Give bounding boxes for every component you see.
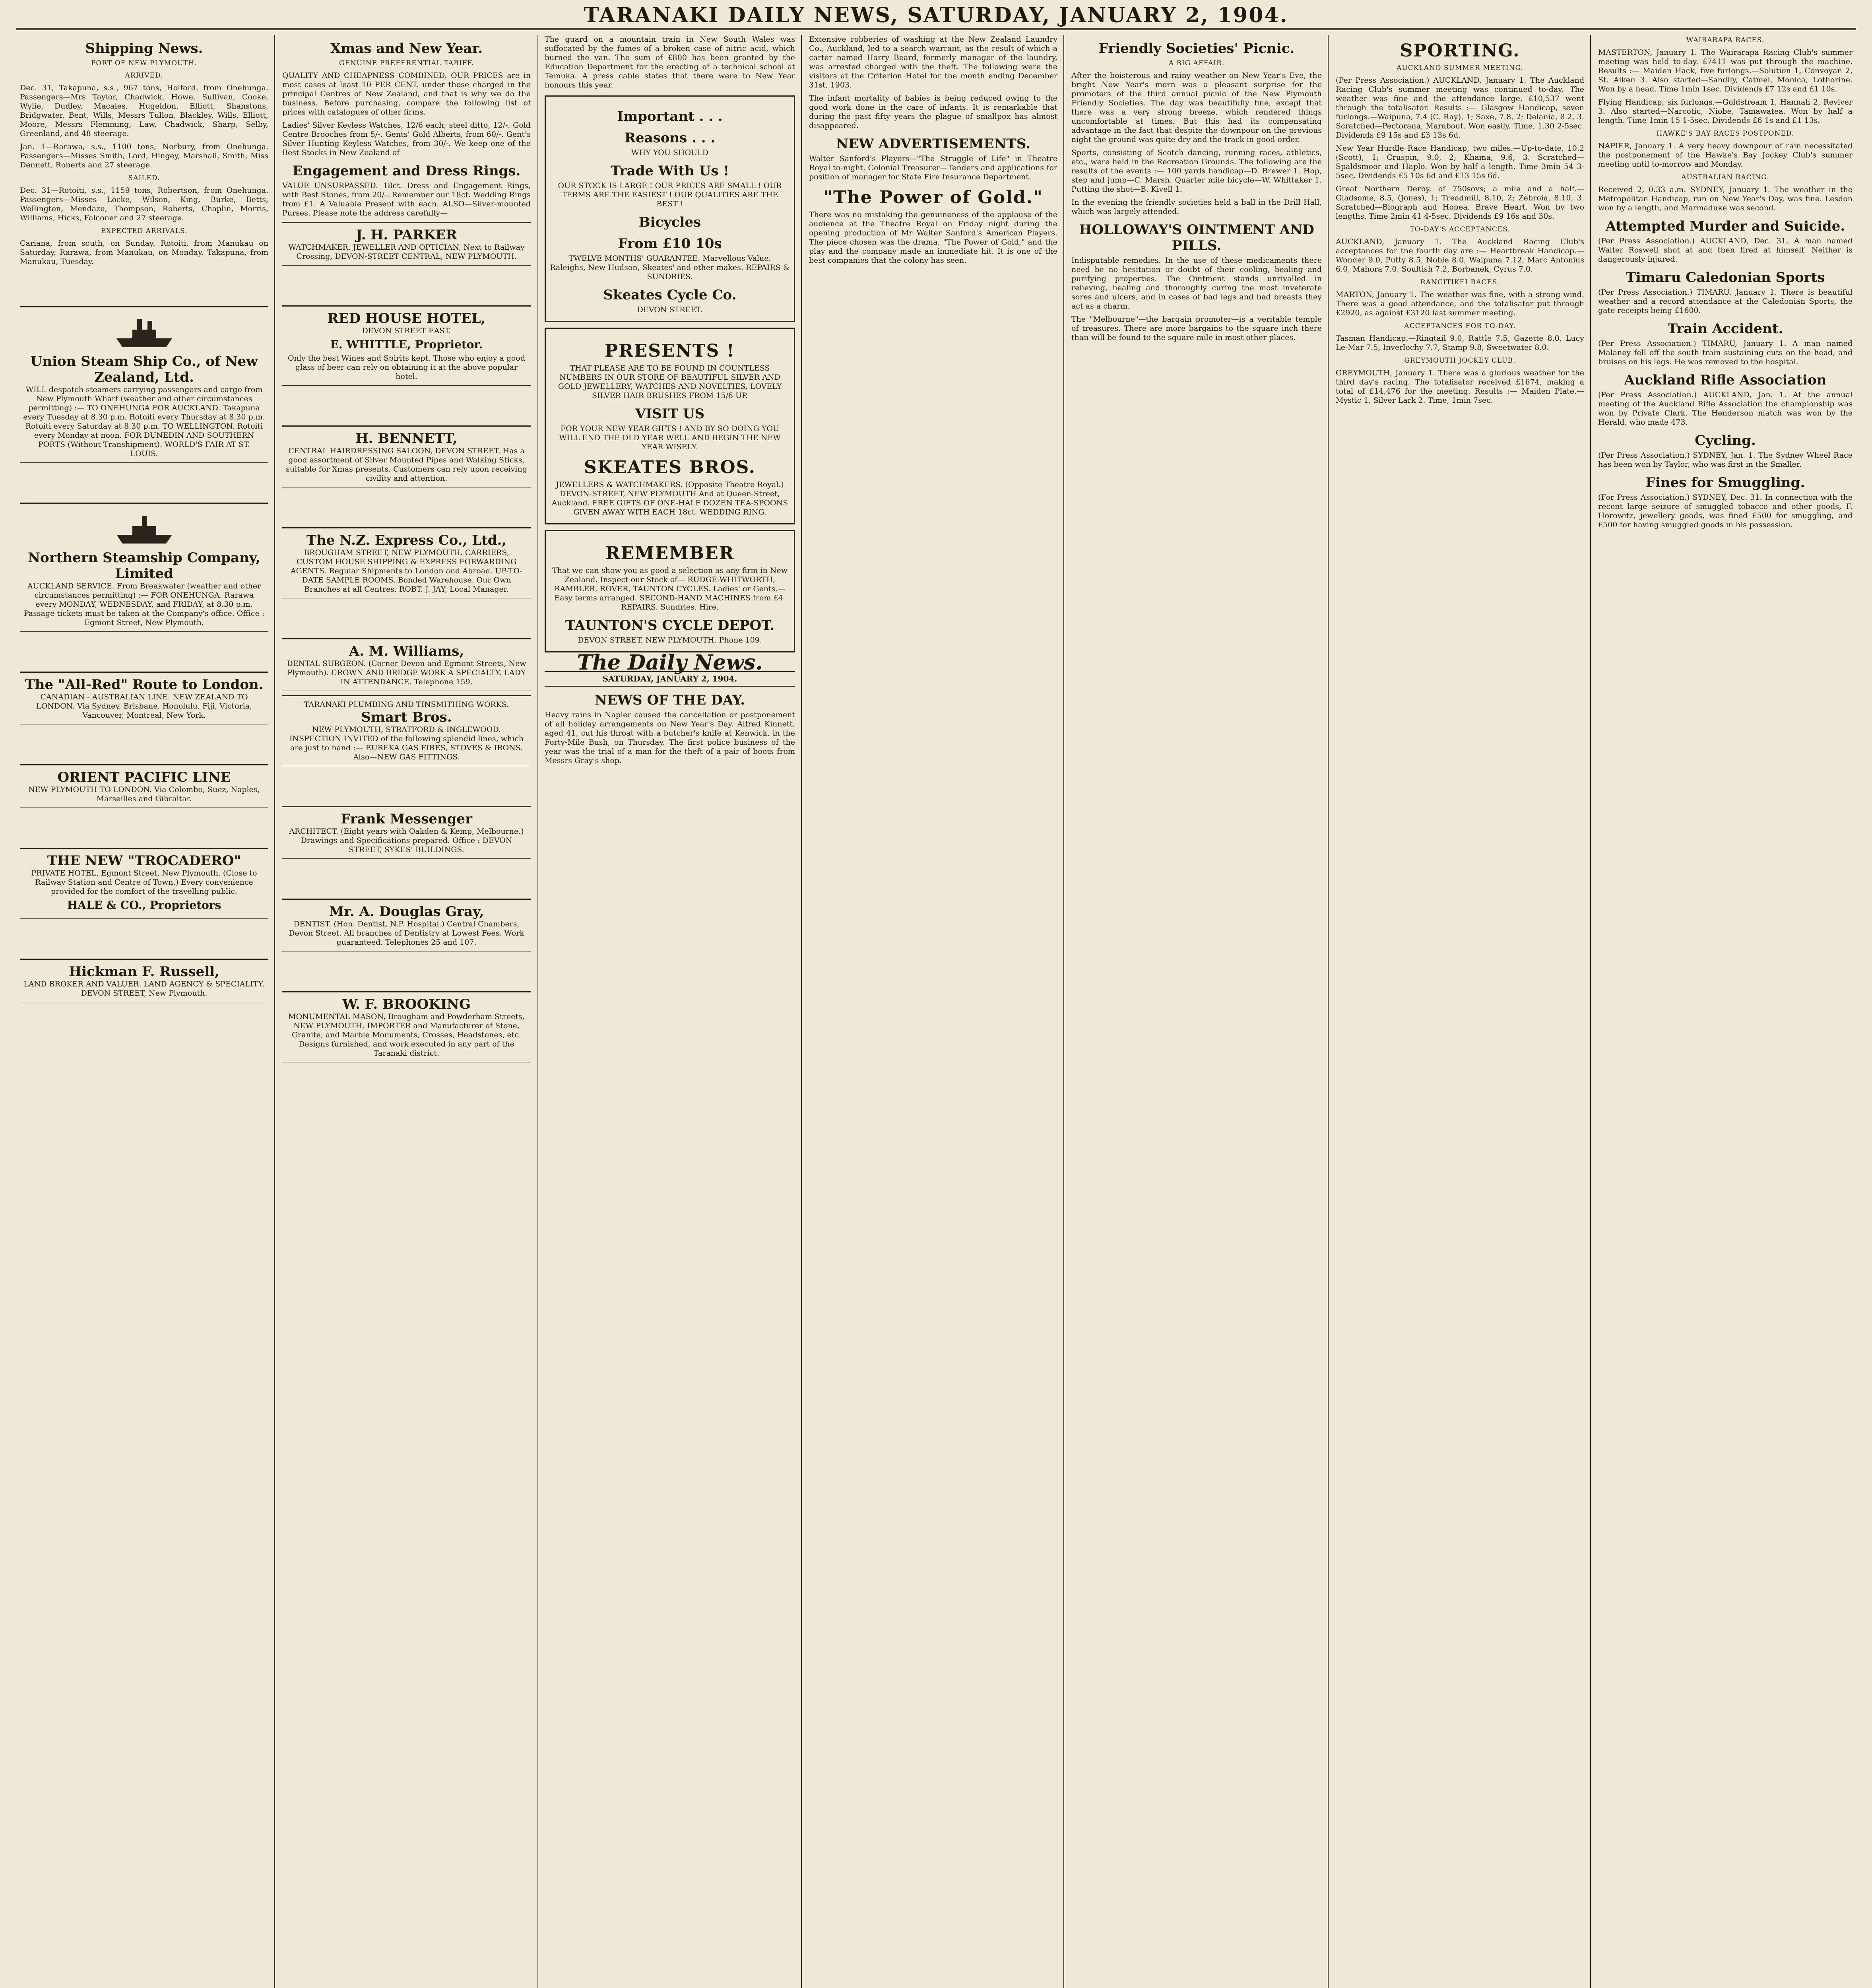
column-rule — [801, 35, 802, 1988]
ad-title: The N.Z. Express Co., Ltd., — [306, 532, 507, 548]
brooking-ad — [282, 991, 531, 1062]
ad-title: Important . . . — [617, 109, 723, 124]
masthead — [16, 3, 1856, 30]
bicycles-title: Bicycles — [638, 214, 701, 230]
ad-text: OUR STOCK IS LARGE ! OUR PRICES ARE SMALL ! OUR TERMS ARE THE EASIEST ! OUR QUALITIES ARE THE BEST ! — [558, 181, 782, 208]
ad-title: Mr. A. Douglas Gray, — [329, 904, 484, 920]
picnic-text: In the evening the friendly societies held a ball in the Drill Hall, which was largely attended. — [1071, 198, 1322, 216]
ad-highlight: Trade With Us ! — [610, 163, 729, 179]
ad-text: Only the best Wines and Spirits kept. Those who enjoy a good glass of beer can rely on obtaining it at the above popular hotel. — [288, 354, 525, 381]
sailed-heading: SAILED. — [128, 174, 160, 182]
power-of-gold-heading: "The Power of Gold." — [823, 187, 1043, 208]
taunton-name: TAUNTON'S CYCLE DEPOT. — [565, 617, 775, 633]
new-ads-heading: NEW ADVERTISEMENTS. — [836, 136, 1030, 152]
ad-title: THE NEW "TROCADERO" — [47, 853, 241, 869]
arrived-heading: ARRIVED. — [125, 72, 163, 80]
ad-title: H. BENNETT, — [355, 431, 458, 447]
ad-title: Hickman F. Russell, — [69, 964, 219, 980]
ad-text: LAND BROKER AND VALUER. LAND AGENCY & SPECIALITY. DEVON STREET, New Plymouth. — [23, 980, 265, 998]
taunton-ad — [545, 530, 795, 652]
race-results: Flying Handicap, six furlongs.—Goldstream 1, Hannah 2, Reviver 3. Also started—Narcotic, Niobe, Tamawatea. Won by half a length. Time 1min 15 1-5sec. Dividends £6 1s and £1 13s. — [1598, 98, 1853, 125]
ad-title: The "All-Red" Route to London. — [25, 677, 264, 693]
news-text: (Per Press Association.) TIMARU, January 1. A man named Malaney fell off the south train sustaining cuts on the head, and bruises on his legs. He was removed to the hospital. — [1598, 339, 1853, 366]
race-results: New Year Hurdle Race Handicap, two miles.—Up-to-date, 10.2 (Scott), 1; Cruspin, 9.0, 2; Khama, 9.6, 3. Scratched—Spaldsmoor and Haplo. Won by half a length. Time 3min 54 3-5sec. Dividends £5 10s 6d and £13 15s 6d. — [1336, 144, 1584, 180]
column-picnic — [1071, 35, 1322, 1988]
auckland-meeting-heading: AUCKLAND SUMMER MEETING. — [1397, 64, 1523, 72]
news-text: The infant mortality of babies is being reduced owing to the good work done in the care of infants. It is remarkable that during the past fifty years the plague of smallpox has almost disappeared. — [809, 94, 1057, 130]
express-co-ad — [282, 527, 531, 598]
proprietor: E. WHITTLE, Proprietor. — [330, 338, 483, 351]
dateline: SATURDAY, JANUARY 2, 1904. — [545, 671, 795, 687]
column-advertisements — [282, 35, 531, 1988]
news-text: Walter Sanford's Players—"The Struggle of Life" in Theatre Royal to-night. Colonial Treasurer—Tenders and applications for position of manager for State Fire Insurance Department. — [809, 154, 1057, 181]
russell-ad — [20, 959, 268, 1002]
ad-text: CANADIAN - AUSTRALIAN LINE. NEW ZEALAND TO LONDON. Via Sydney, Brisbane, Honolulu, Fiji, Victoria, Vancouver, Montreal, New York. — [36, 693, 252, 720]
ad-title: Northern Steamship Company, Limited — [27, 550, 261, 582]
news-text: Received 2, 0.33 a.m. SYDNEY, January 1. The weather in the Metropolitan Handicap, run on New Year's Day, was fine. Lesdon won by a length, and Marmaduke was second. — [1598, 185, 1853, 212]
ad-text: DEVON STREET EAST. — [362, 326, 451, 335]
news-text: Extensive robberies of washing at the New Zealand Laundry Co., Auckland, led to a search warrant, as the result of which a carter named Harry Beard, formerly manager of the laundry, was arrested charged with the theft. The following were the visitors at the Criterion Hotel for the month ending December 31st, 1903. — [809, 35, 1057, 89]
ad-text: WILL despatch steamers carrying passengers and cargo from New Plymouth Wharf (weather and other circumstances permitting) :— TO ONEHUNGA FOR AUCKLAND. Takapuna every Tuesday at 8.30 p.m. Rotoiti every Thursday at 8.30 p.m. Rotoiti every Saturday at 8.30 p.m. TO WELLINGTON. Rotoiti every Monday at noon. FOR DUNEDIN AND SOUTHERN PORTS (Without Transhipment). WORLD'S FAIR AT ST. LOUIS. — [23, 385, 265, 458]
column-sporting — [1336, 35, 1584, 1988]
remember-title: REMEMBER — [605, 543, 735, 563]
messenger-ad — [282, 806, 531, 859]
arrivals-text: Dec. 31, Takapuna, s.s., 967 tons, Holford, from Onehunga. Passengers—Mrs Taylor, Chadwick, Howe, Sullivan, Cooke, Wylie, Dudley, Macales, Hugeldon, Elliott, Shanstons, Bridgwater, Bent, Wills, Messrs Tullon, Blackley, Wills, Elliott, Moore, Messrs Flemming, Law, Chadwick, Sharp, Selby, Greenland, and 48 steerage. — [20, 83, 268, 138]
acceptances-text: AUCKLAND, January 1. The Auckland Racing Club's acceptances for the fourth day are :— Heartbreak Handicap.—Wonder 9.0, Putty 8.5, Noble 8.0, Waipuna 7.12, Marc Antonius 6.0, Mahora 7.0, Soultish 7.2, Borbanek, Cyrus 7.0. — [1336, 237, 1584, 274]
race-results: (Per Press Association.) AUCKLAND, January 1. The Auckland Racing Club's summer meeting was continued to-day. The weather was fine and the attendance large. £10,537 went through the totalisator. Results :— Glasgow Handicap, seven furlongs.—Waipuna, 7.4 (C. Ray), 1; Saxe, 7.8, 2; Delania, 8.2, 3. Scratched—Pectorana, Marabout. Won easily. Time, 1.30 2-5sec. Dividends £9 15s and £3 13s 6d. — [1336, 76, 1584, 140]
wairarapa-heading: WAIRARAPA RACES. — [1686, 36, 1765, 44]
trocadero-ad — [20, 848, 268, 919]
column-rule — [1063, 35, 1064, 1988]
xmas-heading: Xmas and New Year. — [330, 41, 483, 56]
tariff-heading: GENUINE PREFERENTIAL TARIFF. — [339, 59, 474, 67]
expected-heading: EXPECTED ARRIVALS. — [101, 227, 188, 235]
steamship-icon — [113, 511, 176, 547]
picnic-subheading: A BIG AFFAIR. — [1168, 59, 1225, 67]
acceptances-heading: ACCEPTANCES FOR TO-DAY. — [1404, 322, 1516, 330]
ad-title: Union Steam Ship Co., of New Zealand, Ltd. — [30, 353, 258, 385]
melbourne-text: The "Melbourne"—the bargain promoter—is a veritable temple of treasures. There are more bargains to the square inch there than will be found to the square mile in most other places. — [1071, 315, 1322, 342]
daily-news-nameplate: The Daily News. — [577, 650, 763, 675]
acceptances-heading: TO-DAY'S ACCEPTANCES. — [1410, 225, 1510, 233]
proprietors: HALE & CO., Proprietors — [67, 899, 221, 912]
ad-text: FOR YOUR NEW YEAR GIFTS ! AND BY SO DOING YOU WILL END THE OLD YEAR WELL AND BEGIN THE NEW YEAR WISELY. — [559, 424, 781, 451]
shipping-news-heading: Shipping News. — [85, 41, 203, 56]
ad-text: MONUMENTAL MASON, Brougham and Powderham Streets, NEW PLYMOUTH. IMPORTER and Manufacturer of Stone, Granite, and Marble Monuments, Crosses, Headstones, etc. Designs furnished, and work executed in any part of the Taranaki district. — [288, 1012, 525, 1058]
murder-heading: Attempted Murder and Suicide. — [1605, 218, 1845, 234]
holloway-text: Indisputable remedies. In the use of these medicaments there need be no hesitation or doubt of their cooling, healing and purifying properties. The Ointment stands unrivalled in relieving, healing and thoroughly curing the most inveterate sores and ulcers, and in cases of bad legs and bad breasts they act as a charm. — [1071, 256, 1322, 311]
column-shipping — [20, 35, 268, 1988]
picnic-text: After the boisterous and rainy weather on New Year's Eve, the bright New Year's morn was a pleasant surprise for the promoters of the third annual picnic of the New Plymouth Friendly Societies. The day was beautifully fine, except that there was a very strong breeze, which rendered things uncomfortable at times. But this had its compensating advantage in the fact that despite the downpour on the previous night the ground was quite dry and the track in good order. — [1071, 71, 1322, 144]
ad-text: NEW PLYMOUTH TO LONDON. Via Colombo, Suez, Naples, Marseilles and Gibraltar. — [28, 785, 260, 803]
acceptances-text: Tasman Handicap.—Ringtail 9.0, Rattle 7.5, Gazette 8.0, Lucy Le-Mar 7.5, Inverlochy 7.7, Stamp 9.8, Sweetwater 8.0. — [1336, 334, 1584, 352]
news-text: NAPIER, January 1. A very heavy downpour of rain necessitated the postponement of the Hawke's Bay Jockey Club's summer meeting until to-morrow and Monday. — [1598, 142, 1853, 169]
timaru-heading: Timaru Caledonian Sports — [1626, 270, 1825, 285]
ad-text: DEVON STREET, NEW PLYMOUTH. Phone 109. — [578, 636, 762, 645]
ad-text: WATCHMAKER, JEWELLER AND OPTICIAN, Next to Railway Crossing, DEVON-STREET CENTRAL, NEW PLYMOUTH. — [288, 243, 525, 261]
race-results: GREYMOUTH, January 1. There was a glorious weather for the third day's racing. The totalisator received £1674, making a total of £14,476 for the meeting. Results :— Maiden Plate.—Mystic 1, Silver Lark 2. Time, 1min 7sec. — [1336, 369, 1584, 405]
race-results: MASTERTON, January 1. The Wairarapa Racing Club's summer meeting was held to-day. £7411 was put through the machine. Results :— Maiden Hack, five furlongs.—Solution 1, Convoyan 2, St. Aiken 3. Also started—Sandily, Catmel, Monica, Lothorine. Won by a head. Time 1min 1sec. Dividends £7 12s and £1 10s. — [1598, 48, 1853, 93]
news-text: (Per Press Association.) AUCKLAND, Dec. 31. A man named Walter Roswell shot at and then fired at himself. Neither is dangerously injured. — [1598, 237, 1853, 264]
ad-text: QUALITY AND CHEAPNESS COMBINED. OUR PRICES are in most cases at least 10 PER CENT. under those charged in the principal Centres of New Zealand, and that is why we do the business. Before purchasing, compare the following list of prices with catalogues of other firms. — [282, 71, 531, 116]
gray-dentist-ad — [282, 899, 531, 951]
port-heading: PORT OF NEW PLYMOUTH. — [91, 59, 198, 67]
holloway-heading: HOLLOWAY'S OINTMENT AND PILLS. — [1079, 222, 1314, 254]
greymouth-heading: GREYMOUTH JOCKEY CLUB. — [1404, 357, 1516, 365]
ad-text: DENTIST. (Hon. Dentist, N.P. Hospital.) Central Chambers, Devon Street. All branches of Dentistry at Lowest Fees. Work guaranteed. Telephones 25 and 107. — [289, 920, 524, 947]
column-news-ads — [545, 35, 795, 1988]
ad-title: ORIENT PACIFIC LINE — [57, 769, 231, 785]
skeates-bros: SKEATES BROS. — [584, 457, 756, 478]
sporting-heading: SPORTING. — [1400, 41, 1520, 61]
ad-text: AUCKLAND SERVICE. From Breakwater (weather and other circumstances permitting) :— FOR ONEHUNGA. Rarawa every MONDAY, WEDNESDAY, and FRIDAY, at 8.30 p.m. Passage tickets must be taken at the Company's office. Office : Egmont Street, New Plymouth. — [23, 582, 265, 627]
cycling-heading: Cycling. — [1695, 433, 1756, 448]
column-telegrams — [1598, 35, 1853, 1988]
news-text: (For Press Association.) SYDNEY, Dec. 31. In connection with the recent large seizure of smuggled tobacco and other goods, F. Horowitz, jewellery goods, was fined £500 for smuggling, and £500 for having smuggled goods in his possession. — [1598, 493, 1853, 529]
news-text: (Per Press Association.) AUCKLAND, Jan. 1. At the annual meeting of the Auckland Rifle Association the championship was won by Private Clark. The Henderson match was won by the Herald, who made 473. — [1598, 390, 1853, 427]
skeates-cycle: Skeates Cycle Co. — [603, 287, 737, 303]
trade-ad — [545, 95, 795, 322]
column-news — [809, 35, 1057, 1988]
news-of-day-heading: NEWS OF THE DAY. — [594, 692, 745, 708]
smuggling-heading: Fines for Smuggling. — [1645, 475, 1805, 491]
ad-text: JEWELLERS & WATCHMAKERS. (Opposite Theatre Royal.) DEVON-STREET, NEW PLYMOUTH And at Queen-Street, Auckland. FREE GIFTS OF ONE-HALF DOZEN TEA-SPOONS GIVEN AWAY WITH EACH 18ct. WEDDING RING. — [551, 480, 788, 516]
column-rule — [274, 35, 275, 1988]
ad-title: A. M. Williams, — [349, 643, 464, 659]
williams-dental-ad — [282, 638, 531, 691]
ad-text: TARANAKI PLUMBING AND TINSMITHING WORKS. — [304, 700, 509, 709]
news-text: The guard on a mountain train in New South Wales was suffocated by the fumes of a broken case of nitric acid, which burned the van. The sum of £800 has been granted by the Education Department for the erecting of a technical school at Temuka. A press cable states that there were to New Year honours this year. — [545, 35, 795, 89]
australian-racing-heading: AUSTRALIAN RACING. — [1681, 173, 1769, 181]
ad-text: That we can show you as good a selection as any firm in New Zealand. Inspect our Stock of— RUDGE-WHITWORTH, RAMBLER, ROVER, TAUNTON CYCLES. Ladies' or Gents.—Easy terms arranged. SECOND-HAND MACHINES from £4. REPAIRS. Sundries. Hire. — [552, 566, 788, 612]
smart-bros-ad — [282, 695, 531, 766]
rifle-heading: Auckland Rifle Association — [1624, 372, 1827, 388]
ad-text: DENTAL SURGEON. (Corner Devon and Egmont Streets, New Plymouth). CROWN AND BRIDGE WORK A SPECIALTY. LADY IN ATTENDANCE. Telephone 159. — [287, 659, 526, 686]
page-columns — [16, 35, 1856, 1988]
ad-title: Frank Messenger — [341, 811, 472, 827]
rangitikei-heading: RANGITIKEI RACES. — [1420, 278, 1500, 286]
ad-text: DEVON STREET. — [637, 305, 703, 314]
news-text: Heavy rains in Napier caused the cancellation or postponement of all holiday arrangements on New Year's Day. Alfred Kinnett, aged 41, cut his throat with a butcher's knife at Kenwick, in the Forty-Mile Bush, on Thursday. The first police business of the year was the trial of a man for the theft of a pair of boots from Messrs Gray's shop. — [545, 711, 795, 765]
column-rule — [1590, 35, 1591, 1988]
rings-heading: Engagement and Dress Rings. — [292, 163, 521, 179]
news-text: (Per Press Association.) SYDNEY, Jan. 1. The Sydney Wheel Race has been won by Taylor, who was first in the Smaller. — [1598, 451, 1853, 469]
race-results: Great Northern Derby, of 750sovs; a mile and a half.—Gladsome, 8.5, (Jones), 1; Treadmill, 8.10, 2; Zebroia, 8.10, 3. Scratched—Biograph and Hopea. Brave Heart. Won by two lengths. Time 2min 41 4-5sec. Dividends £9 16s and 30s. — [1336, 184, 1584, 221]
presents-title: PRESENTS ! — [605, 341, 735, 361]
sailed-text: Dec. 31—Rotoiti, s.s., 1159 tons, Robertson, from Onehunga. Passengers—Misses Locke, Wilson, King, Burke, Betts, Wellington, Mendaze, Thompson, Roberts, Chaplin, Morris, Williams, Hicks, Falconer and 27 steerage. — [20, 186, 268, 222]
ad-text: BROUGHAM STREET, NEW PLYMOUTH. CARRIERS, CUSTOM HOUSE SHIPPING & EXPRESS FORWARDING AGENTS. Regular Shipments to London and Abroad. UP-TO-DATE SAMPLE ROOMS. Bonded Warehouse. Our Own Branches at all Centres. ROBT. J. JAY, Local Manager. — [290, 548, 523, 594]
ad-text: Ladies' Silver Keyless Watches, 12/6 each; steel ditto, 12/-. Gold Centre Brooches from 5/-. Gents' Gold Alberts, from 60/-. Gent's Silver Hunting Keyless Watches, from 30/-. We keep one of the Best Stocks in New Zealand of — [282, 121, 531, 157]
orient-pacific-ad — [20, 764, 268, 808]
ad-text: PRIVATE HOTEL, Egmont Street, New Plymouth. (Close to Railway Station and Centre of Town.) Every convenience provided for the comfort of the travelling public. — [31, 869, 257, 896]
visit-us: VISIT US — [635, 406, 705, 422]
union-steamship-ad — [20, 306, 268, 463]
ad-title: J. H. PARKER — [356, 227, 457, 243]
ad-text: THAT PLEASE ARE TO BE FOUND IN COUNTLESS NUMBERS IN OUR STORE OF BEAUTIFUL SILVER AND GOLD JEWELLERY, WATCHES AND NOVELTIES, LOVELY SILVER HAIR BRUSHES FROM 15/6 UP. — [558, 364, 782, 400]
ad-title: RED HOUSE HOTEL, — [327, 311, 486, 326]
ad-text: ARCHITECT. (Eight years with Oakden & Kemp, Melbourne.) Drawings and Specifications prepared. Office : DEVON STREET, SYKES' BUILDINGS. — [289, 827, 524, 854]
ad-title: Smart Bros. — [361, 709, 452, 725]
train-accident-heading: Train Accident. — [1667, 321, 1783, 337]
picnic-results: Sports, consisting of Scotch dancing, running races, athletics, etc., were held in the Recreation Grounds. The following are the results of the events :— 100 yards handicap—D. Brewer 1. Hop, step and jump—C. Marsh. Quarter mile bicycle—W. Whittaker 1. Putting the shot—B. Kivell 1. — [1071, 148, 1322, 194]
steamship-icon — [113, 315, 176, 350]
picnic-heading: Friendly Societies' Picnic. — [1098, 41, 1295, 56]
ad-subtitle: Reasons . . . — [624, 130, 716, 146]
ad-text: WHY YOU SHOULD — [631, 148, 708, 157]
ad-text: VALUE UNSURPASSED. 18ct. Dress and Engagement Rings, with Best Stones, from 20/-. Remember our 18ct. Wedding Rings from £1. A Valuable Present with each. ALSO—Silver-mounted Purses. Please note the address carefully— — [282, 181, 531, 217]
hawkes-bay-heading: HAWKE'S BAY RACES POSTPONED. — [1656, 130, 1794, 138]
news-text: (Per Press Association.) TIMARU, January 1. There is beautiful weather and a record attendance at the Caledonian Sports, the gate receipts being £1600. — [1598, 288, 1853, 315]
ad-text: CENTRAL HAIRDRESSING SALOON, DEVON STREET. Has a good assortment of Silver Mounted Pipes and Walking Sticks, suitable for Xmas presents. Customers can rely upon receiving civility and attention. — [286, 447, 527, 483]
bennett-ad — [282, 425, 531, 487]
all-red-route-ad — [20, 672, 268, 724]
newspaper-title: TARANAKI DAILY NEWS, SATURDAY, JANUARY 2, 1904. — [584, 3, 1288, 27]
column-rule — [1328, 35, 1329, 1988]
ad-title: W. F. BROOKING — [342, 996, 471, 1012]
bicycles-price: From £10 10s — [618, 236, 722, 252]
expected-text: Cariana, from south, on Sunday. Rotoiti, from Manukau on Saturday. Rarawa, from Manukau, on Monday. Takapuna, from Manukau, Tuesday. — [20, 239, 268, 266]
ad-text: NEW PLYMOUTH, STRATFORD & INGLEWOOD. INSPECTION INVITED of the following splendid lines, which are just to hand :— EUREKA GAS FIRES, STOVES & IRONS. Also—NEW GAS FITTINGS. — [289, 725, 524, 761]
parker-ad — [282, 222, 531, 266]
presents-ad — [545, 328, 795, 524]
northern-steamship-ad — [20, 503, 268, 632]
review-text: There was no mistaking the genuineness of the applause of the audience at the Theatre Royal on Friday night during the opening production of Mr Walter Sanford's American Players. The piece chosen was the drama, "The Power of Gold," and the play and the company made an immediate hit. It is one of the best companies that the colony has seen. — [809, 210, 1057, 265]
red-house-hotel-ad — [282, 305, 531, 386]
ad-text: TWELVE MONTHS' GUARANTEE. Marvellous Value. Raleighs, New Hudson, Skeates' and other makes. REPAIRS & SUNDRIES. — [550, 254, 790, 281]
race-results: MARTON, January 1. The weather was fine, with a strong wind. There was a good attendance, and the totalisator put through £2920, as against £3120 last summer meeting. — [1336, 290, 1584, 317]
arrivals-text-2: Jan. 1—Rarawa, s.s., 1100 tons, Norbury, from Onehunga. Passengers—Misses Smith, Lord, Hingey, Marshall, Smith, Miss Dennett, Roberts and 27 steerage. — [20, 142, 268, 169]
